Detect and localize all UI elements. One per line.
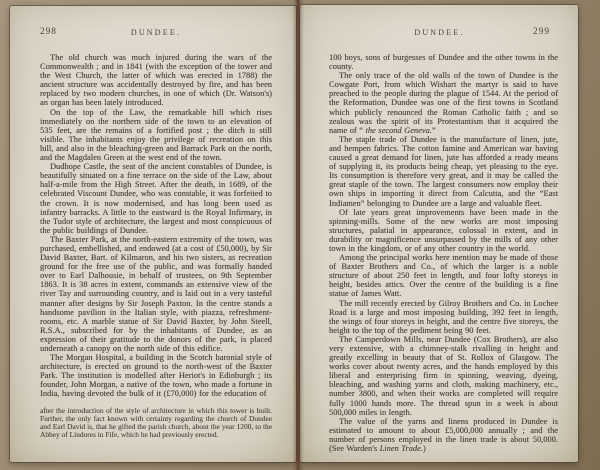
paragraph [329,335,558,417]
left-page [10,6,296,462]
left-page-header [40,28,272,40]
body-text: ) [422,444,426,454]
body-text: 100 boys, sons of burgesses of Dundee and the other towns in the county. [329,53,558,72]
paragraph [329,417,558,453]
body-text: The staple trade of Dundee is the manufacture of linen, jute, and hempen fabrics. The cotton famine and American war having caused a great demand for linen, jute has afforded a ready means of supplying it, its products being cheap, yet pleasing to the eye. Its consumption is therefore very great, and it may be called the great staple of the town. The largest consumers now employ their own ships in importing it direct from Calcutta, and the “East Indiamen” belonging to Dundee are a large and valuable fleet. [329,134,558,208]
paragraph [40,108,272,163]
body-text: On the top of the Law, the remarkable hill which rises immediately on the northern side of the town to an elevation of 535 feet, are the remains of a fortified post ; the ditch is still visible. The inhabitants enjoy the privilege of recreation on this hill, and also in the bleaching-green and Barrack Park on the north, and the Magdalen Green at the west end of the town. [40,107,272,163]
page-number-right: 299 [533,27,550,37]
italic-text: the second Geneva. [365,125,432,135]
body-text: ” [431,125,436,135]
body-text: The Camperdown Mills, near Dundee (Cox Brothers), are also very extensive, with a chimney-stalk rivalling in height and greatly excelling in beauty that of St. Rollox of Glasgow. The works cover about twenty acres, and the hands employed by this liberal and enterprising firm in spinning, weaving, dyeing, bleaching, and washing yarns and cloth, making machinery, etc., number 3800, and when their works are completed will require fully 1000 hands more. The thread spun in a week is about 500,000 miles in length. [329,334,558,417]
paragraph [40,53,272,108]
body-text: The mill recently erected by Gilroy Brothers and Co. in Lochee Road is a large and most imposing building, 392 feet in length, the wings of four storeys in height, and the centre five storeys, the height to the top of the pediment being 90 feet. [329,298,558,335]
body-text: Among the principal works here mention may be made of those of Baxter Brothers and Co., of which the larger is a noble structure of about 250 feet in length, and four lofty storeys in height, besides attics. Over the centre of the building is a fine statue of James Watt. [329,253,558,299]
right-page-body [329,53,558,453]
body-text: after the introduction of the style of architecture in which this tower is built. Further, the only fact known with certainty regarding the church of Dundee and Earl David is, that he gifted the parish church, about the year 1200, to the Abbey of Lindores in Fife, which he had previously erected. [40,405,272,440]
left-page-footnote [40,407,272,440]
body-text: The old church was much injured during the wars of the Commonwealth ; and in 1841 (with the exception of the tower and the West Church, the latter of which was erected in 1788) the ancient structure was accidentally destroyed by fire, and has been replaced by two modern churches, in one of which (Dr. Watson's) an organ has been lately introduced. [40,53,272,108]
book-gutter [292,0,304,470]
paragraph [329,253,558,298]
paragraph [40,235,272,353]
right-page-header [329,28,550,40]
paragraph [329,53,558,71]
paragraph [40,353,272,398]
paragraph [40,162,272,235]
running-header-right: DUNDEE. [414,28,465,37]
body-text: Dudhope Castle, the seat of the ancient constables of Dundee, is beautifully situated on a fine terrace on the side of the Law, about half-a-mile from the High Street. After the death, in 1689, of the celebrated Viscount Dundee, who was constable, it was forfeited to the crown. It is now modernised, and has long been used as infantry barracks. A little to the eastward is the Royal Infirmary, in the Tudor style of architecture, the largest and most conspicuous of the public buildings of Dundee. [40,162,272,235]
paragraph [329,299,558,335]
page-number-left: 298 [40,27,57,37]
body-text: The only trace of the old walls of the town of Dundee is the Cowgate Port, from which Wishart the martyr is said to have preached to the people during the plague of 1544. At the period of the Reformation, Dundee was one of the first towns in Scotland which publicly renounced the Roman Catholic faith ; and so zealous was the spirit of its Protestantism that it acquired the name of “ [329,71,558,135]
running-header-left: DUNDEE. [130,28,182,37]
body-text: Of late years great improvements have been made in the spinning-mills. Some of the new works are most imposing structures, palatial in appearance, colossal in extent, and in durability or magnificence unsurpassed by the mills of any other town in the kingdom, or of any other country in the world. [329,207,558,253]
paragraph [329,135,558,208]
body-text: The value of the yarns and linens produced in Dundee is estimated to amount to about £5,000,000 annually ; and the number of persons employed in the linen trade is about 50,000. (See Warden's [329,416,558,454]
right-page [300,5,578,462]
footnote-paragraph [40,407,272,440]
paragraph [329,71,558,135]
paragraph [329,208,558,253]
italic-text: Linen Trade. [379,444,423,454]
left-page-body [40,53,272,399]
body-text: The Baxter Park, at the north-eastern extremity of the town, was purchased, embellished, and endowed (at a cost of £50,000), by Sir David Baxter, Bart. of Kilmaron, and his two sisters, as recreation ground for the free use of the public, and was formally handed over to Earl Dalhousie, in behalf of trustees, on 9th September 1863. It is 38 acres in extent, commands an extensive view of the river Tay and surrounding country, and is laid out in a very tasteful manner after designs by Sir Joseph Paxton. In the centre stands a handsome pavilion in the Italian style, with piazza, refreshment-rooms, etc. A marble statue of Sir David Baxter, by John Steell, R.S.A., subscribed for by the inhabitants of Dundee, as an expression of their gratitude to the donors of the park, is placed underneath a canopy on the north side of this edifice. [40,234,272,353]
body-text: The Morgan Hospital, a building in the Scotch baronial style of architecture, is erected on ground to the north-west of the Baxter Park. The institution is modelled after Heriot's in Edinburgh ; its founder, John Morgan, a native of the town, who made a fortune in India, having devoted the bulk of it (£70,000) for the education of [40,353,272,399]
